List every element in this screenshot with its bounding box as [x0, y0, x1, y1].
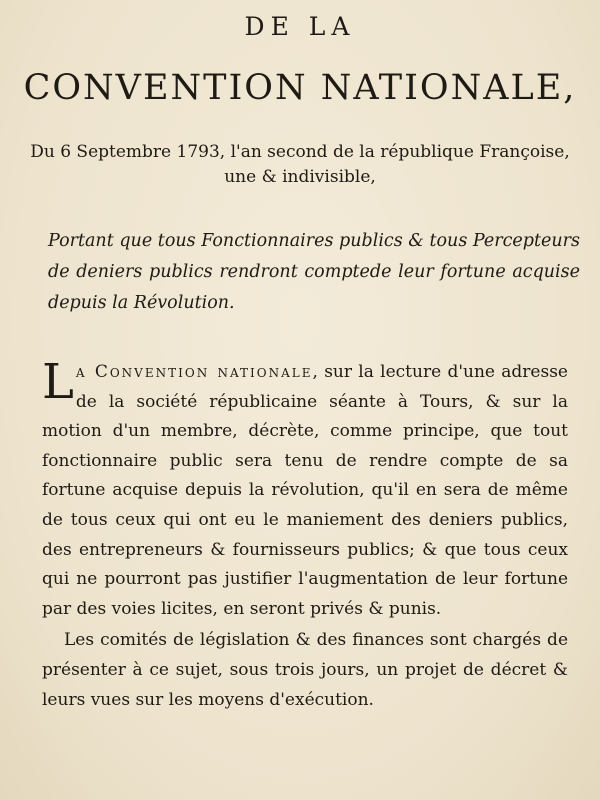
decree-subject: Portant que tous Fonctionnaires publics & tous Percepteurs de deniers publics rendront comptede leur fortune acquise depuis la Révolution.: [48, 231, 580, 313]
date-line-2: une & indivisible,: [224, 167, 376, 187]
date-line-1: Du 6 Septembre 1793, l'an second de la république Françoise,: [30, 142, 570, 162]
heading-de-la: DE LA: [244, 12, 356, 41]
decree-date: [20, 140, 580, 190]
decree-paragraph-1: [42, 354, 568, 624]
heading-convention-nationale: CONVENTION NATIONALE,: [23, 68, 577, 108]
decree-body: [42, 354, 568, 715]
decree-paragraph-2: Les comités de législation & des finances sont chargés de présenter à ce sujet, sous trois jours, un projet de décret & leurs vues sur les moyens d'exécution.: [42, 630, 568, 710]
drop-cap: L: [42, 354, 74, 410]
paragraph-1-text: , sur la lecture d'une adresse de la société républicaine séante à Tours, & sur la motion d'un membre, décrète, comme principe, que tout fonctionnaire public sera tenu de rendre compte de sa fortune acquise depuis la révolution, qu'il en sera de même de tous ceux qui ont eu le maniement des deniers publics, des entrepreneurs & fournisseurs publics; & que tous ceux qui ne pourront pas justifier l'augmentation de leur fortune par des voies licites, en seront privés & punis.: [42, 362, 568, 619]
convention-small-caps: a Convention nationale: [75, 362, 313, 382]
